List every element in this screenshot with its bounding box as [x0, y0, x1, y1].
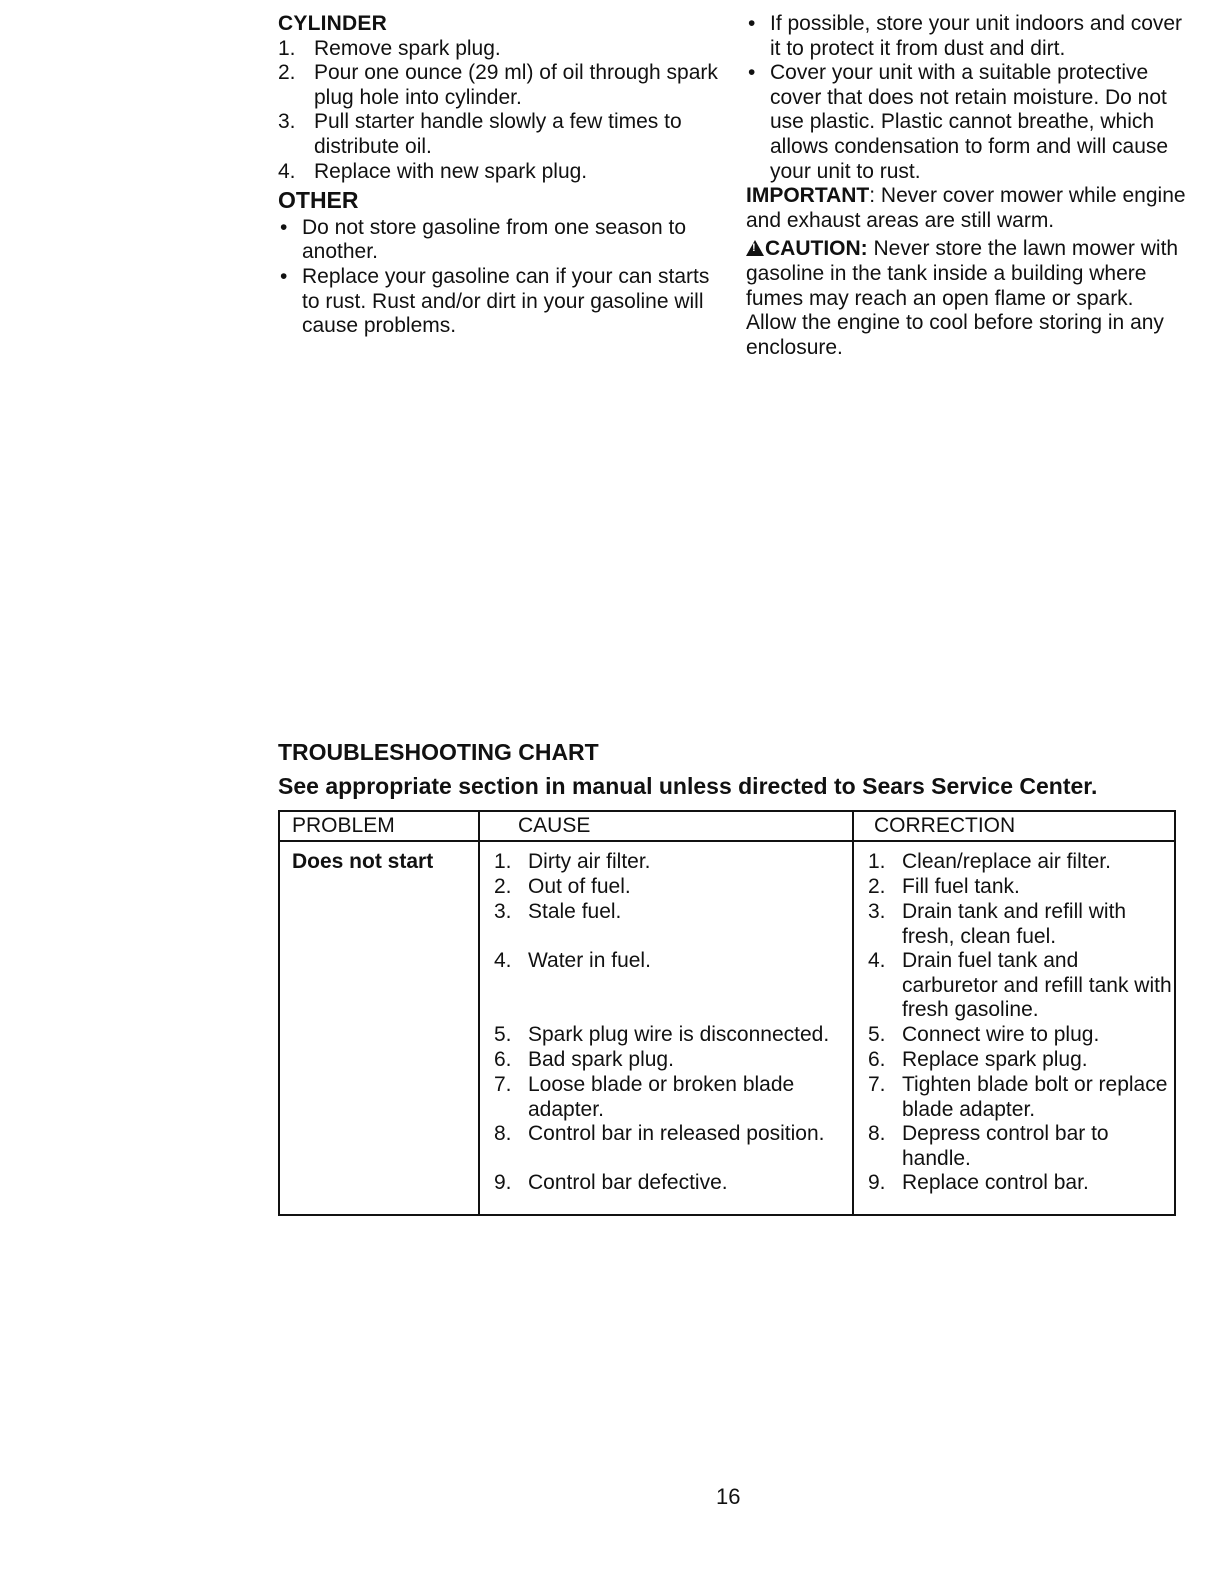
storage-bullet: • If possible, store your unit indoors and cover it to protect it from dust and dirt. — [748, 12, 1183, 60]
cylinder-heading: CYLINDER — [278, 12, 387, 35]
cylinder-step: 2. Pour one ounce (29 ml) of oil through spark plug hole into cylinder. — [278, 61, 718, 109]
caution-text: Never store the lawn mower with gasoline in the tank inside a building where fumes may reach an open flame or spark. Allow the engine to cool before storing in any enclosure. — [746, 237, 1179, 359]
troubleshooting-subtitle: See appropriate section in manual unless directed to Sears Service Center. — [278, 773, 1098, 799]
cause-item: 1. Dirty air filter. — [494, 850, 651, 873]
storage-bullet: • Cover your unit with a suitable protective cover that does not retain moisture. Do not use plastic. Plastic cannot breathe, which allows condensation to form and will cause your unit to rust. — [748, 61, 1169, 183]
header-problem: PROBLEM — [279, 811, 479, 841]
warning-triangle-icon — [746, 240, 764, 256]
correction-item: 9. Replace control bar. — [868, 1171, 1089, 1194]
troubleshooting-table — [278, 810, 1176, 1216]
cause-cell — [479, 841, 853, 1215]
caution-label: CAUTION: — [765, 237, 868, 261]
troubleshooting-title: TROUBLESHOOTING CHART — [278, 739, 599, 765]
cause-item: 8. Control bar in released position. — [494, 1122, 825, 1145]
header-cause: CAUSE — [479, 811, 853, 841]
cause-item: 3. Stale fuel. — [494, 900, 622, 923]
storage-bullets — [746, 12, 1186, 184]
cylinder-step: 4. Replace with new spark plug. — [278, 159, 588, 183]
other-heading: OTHER — [278, 187, 359, 214]
correction-item: 2. Fill fuel tank. — [868, 875, 1020, 898]
correction-list — [866, 850, 1174, 1196]
cause-list — [492, 850, 852, 1196]
problem-cell — [279, 841, 479, 1215]
correction-item: 7. Tighten blade bolt or replace blade adapter. — [868, 1073, 1168, 1121]
cause-item: 2. Out of fuel. — [494, 875, 631, 898]
header-correction: CORRECTION — [853, 811, 1175, 841]
caution-note — [746, 237, 1186, 360]
other-bullets — [278, 216, 718, 339]
cylinder-steps — [278, 37, 718, 185]
cause-item: 4. Water in fuel. — [494, 949, 651, 972]
important-note — [746, 184, 1186, 233]
cause-item: 6. Bad spark plug. — [494, 1048, 674, 1071]
left-column — [278, 12, 718, 339]
table-row — [279, 841, 1175, 1215]
page-number: 16 — [716, 1484, 741, 1509]
correction-cell — [853, 841, 1175, 1215]
other-bullet: • Replace your gasoline can if your can starts to rust. Rust and/or dirt in your gasoline will cause problems. — [280, 264, 710, 338]
other-bullet: • Do not store gasoline from one season to another. — [280, 215, 687, 264]
right-column — [746, 12, 1186, 360]
important-label: IMPORTANT — [746, 184, 870, 208]
cylinder-step: 3. Pull starter handle slowly a few times to distribute oil. — [278, 110, 682, 158]
cause-item: 5. Spark plug wire is disconnected. — [494, 1023, 830, 1046]
cause-item: 7. Loose blade or broken blade adapter. — [494, 1073, 795, 1121]
table-header-row — [279, 811, 1175, 841]
cause-item: 9. Control bar defective. — [494, 1171, 728, 1194]
correction-item: 3. Drain tank and refill with fresh, clean fuel. — [868, 900, 1127, 948]
important-text: : Never cover mower while engine and exhaust areas are still warm. — [746, 184, 1186, 232]
correction-item: 4. Drain fuel tank and carburetor and refill tank with fresh gasoline. — [868, 949, 1172, 1022]
correction-item: 6. Replace spark plug. — [868, 1048, 1088, 1071]
correction-item: 1. Clean/replace air filter. — [868, 850, 1111, 873]
cylinder-step: 1. Remove spark plug. — [278, 36, 501, 60]
correction-item: 5. Connect wire to plug. — [868, 1023, 1100, 1046]
correction-item: 8. Depress control bar to handle. — [868, 1122, 1109, 1170]
problem-text: Does not start — [292, 850, 434, 873]
